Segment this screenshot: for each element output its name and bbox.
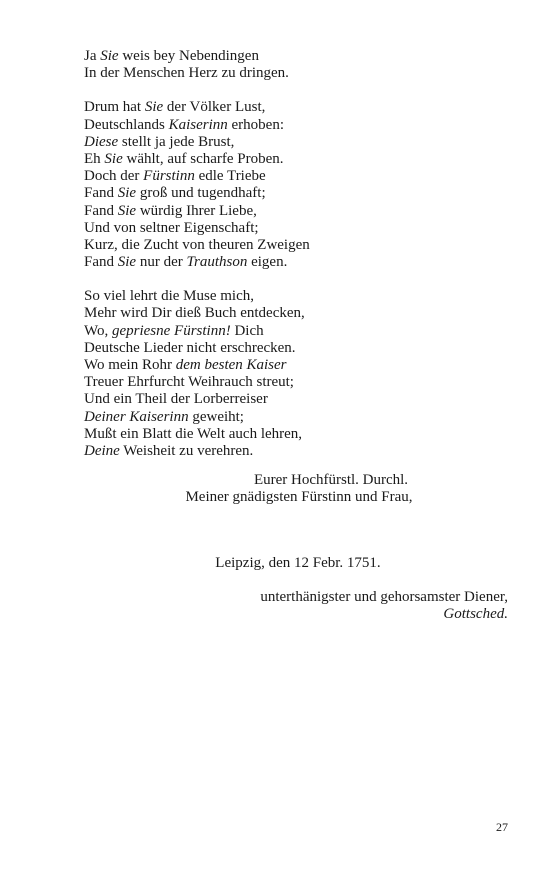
text-span: Fand bbox=[84, 202, 118, 219]
place-date: Leipzig, den 12 Febr. 1751. bbox=[215, 555, 381, 571]
text-span: Doch der bbox=[84, 168, 144, 185]
text-span: Ja bbox=[84, 48, 101, 64]
italic-text: Sie bbox=[104, 150, 123, 167]
dedication-closing bbox=[84, 472, 508, 506]
verse-line bbox=[84, 374, 508, 391]
text-span: Wo, bbox=[84, 322, 112, 339]
verse-line bbox=[84, 168, 508, 185]
verse-line bbox=[84, 237, 508, 254]
text-span: Treuer Ehrfurcht Weihrauch streut; bbox=[84, 374, 294, 391]
text-span: wählt, auf scharfe Proben. bbox=[122, 150, 284, 167]
verse-line bbox=[84, 99, 508, 116]
text-span: Mußt ein Blatt die Welt auch lehren, bbox=[84, 425, 303, 442]
stanza bbox=[84, 48, 508, 82]
verse-line bbox=[84, 254, 508, 271]
text-span: geweiht; bbox=[188, 408, 244, 425]
text-span: Und ein Theil der Lorberreiser bbox=[84, 391, 268, 408]
text-span: Deutschlands bbox=[84, 116, 169, 133]
italic-text: Sie bbox=[117, 185, 137, 202]
verse-line bbox=[84, 391, 508, 408]
italic-text: Deiner Kaiserinn bbox=[84, 408, 189, 425]
verse-line bbox=[84, 288, 508, 305]
signature bbox=[84, 606, 508, 623]
signature-name: Gottsched. bbox=[443, 606, 508, 623]
text-span: Fand bbox=[84, 254, 118, 271]
text-span: So viel lehrt die Muse mich, bbox=[84, 288, 254, 305]
verse-line bbox=[84, 117, 508, 134]
verse-line bbox=[84, 357, 508, 374]
verse-line bbox=[84, 48, 508, 65]
text-span: erhoben: bbox=[227, 116, 284, 133]
salutation-line-1: Eurer Hochfürstl. Durchl. bbox=[253, 472, 409, 488]
text-span: nur der bbox=[136, 254, 187, 271]
stanza bbox=[84, 288, 508, 460]
text-span: Eh bbox=[84, 150, 105, 167]
text-span: weis bey Nebendingen bbox=[118, 48, 259, 64]
verse-line bbox=[84, 151, 508, 168]
verse-line bbox=[84, 220, 508, 237]
italic-text: gepriesne Fürstinn! bbox=[111, 322, 231, 339]
text-span: Und von seltner Eigenschaft; bbox=[84, 219, 259, 236]
poem bbox=[84, 48, 508, 477]
verse-line bbox=[84, 65, 508, 82]
italic-text: Sie bbox=[117, 202, 137, 219]
italic-text: Deine bbox=[84, 442, 120, 459]
salutation-line-2: Meiner gnädigsten Fürstinn und Frau, bbox=[185, 489, 413, 506]
page-number: 27 bbox=[496, 820, 508, 834]
italic-text: Fürstinn bbox=[143, 168, 195, 185]
text-span: Wo mein Rohr bbox=[84, 357, 176, 373]
text-span: stellt ja jede Brust, bbox=[118, 133, 235, 150]
italic-text: Sie bbox=[117, 254, 137, 271]
verse-line bbox=[84, 323, 508, 340]
italic-text: Kaiserinn bbox=[168, 116, 228, 133]
verse-line bbox=[84, 305, 508, 322]
italic-text: Diese bbox=[84, 133, 119, 150]
italic-text: Sie bbox=[100, 48, 119, 64]
verse-line bbox=[84, 203, 508, 220]
verse-line bbox=[84, 426, 508, 443]
text-span: In der Menschen Herz zu dringen. bbox=[84, 65, 289, 82]
verse-line bbox=[84, 134, 508, 151]
verse-line bbox=[84, 443, 508, 460]
verse-line bbox=[84, 409, 508, 426]
text-span: eigen. bbox=[247, 254, 288, 271]
stanza bbox=[84, 99, 508, 271]
text-span: groß und tugendhaft; bbox=[136, 185, 266, 202]
italic-text: dem besten Kaiser bbox=[175, 357, 287, 373]
text-span: Dich bbox=[230, 322, 264, 339]
text-span: würdig Ihrer Liebe, bbox=[136, 202, 257, 219]
italic-text: Sie bbox=[144, 99, 164, 116]
text-span: Kurz, die Zucht von theuren Zweigen bbox=[84, 236, 310, 253]
servant-line: unterthänigster und gehorsamster Diener, bbox=[260, 589, 508, 606]
italic-text: Trauthson bbox=[186, 254, 248, 271]
text-span: Weisheit zu verehren. bbox=[119, 442, 254, 459]
verse-line bbox=[84, 185, 508, 202]
signoff bbox=[84, 555, 508, 624]
verse-line bbox=[84, 340, 508, 357]
text-span: Deutsche Lieder nicht erschrecken. bbox=[84, 339, 296, 356]
text-span: Mehr wird Dir dieß Buch entdecken, bbox=[84, 305, 305, 322]
text-span: Fand bbox=[84, 185, 118, 202]
text-span: Drum hat bbox=[84, 99, 145, 116]
text-span: der Völker Lust, bbox=[163, 99, 266, 116]
text-span: edle Triebe bbox=[194, 168, 266, 185]
